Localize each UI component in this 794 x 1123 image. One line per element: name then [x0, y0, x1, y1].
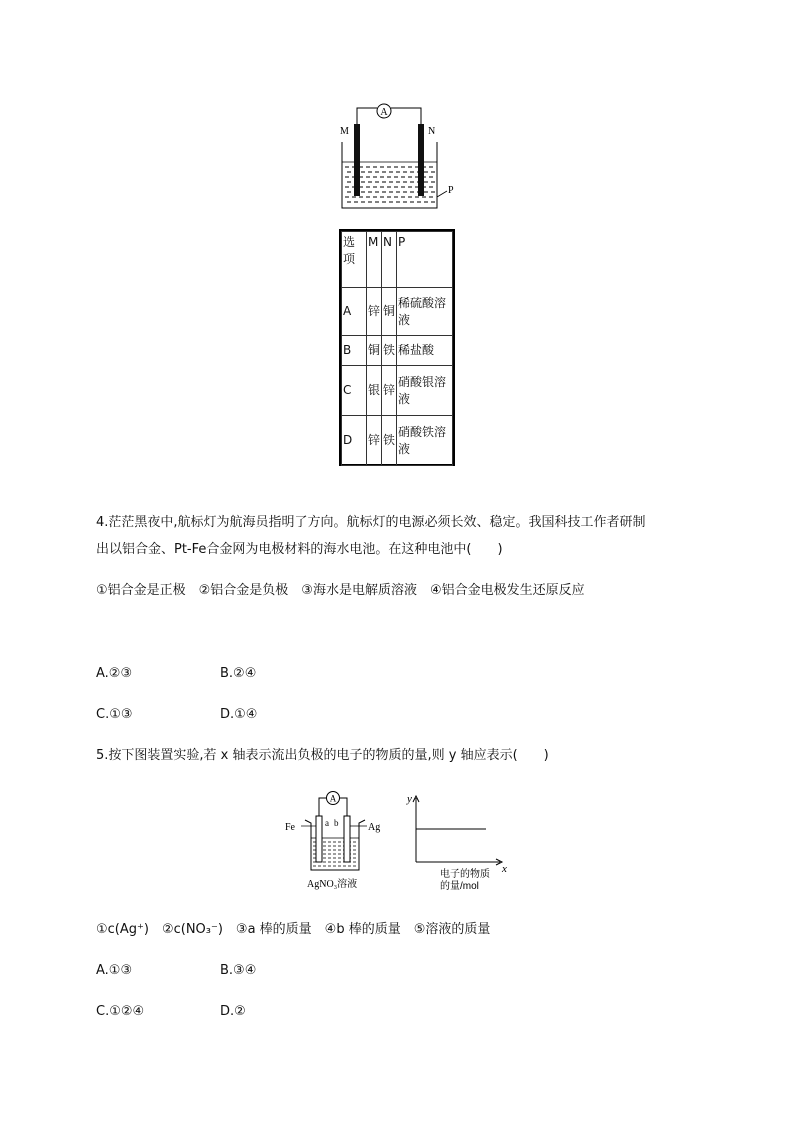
q4-statements: ①铝合金是正极 ②铝合金是负极 ③海水是电解质溶液 ④铝合金电极发生还原反应	[96, 583, 585, 598]
svg-text:N: N	[428, 126, 436, 137]
svg-text:a: a	[325, 818, 329, 828]
table-row: A 锌 铜 稀硫酸溶液	[342, 288, 453, 336]
table-row: C 银 锌 硝酸银溶液	[342, 366, 453, 416]
options-table-frame	[339, 229, 455, 466]
svg-text:x: x	[502, 863, 507, 875]
table-header-cell: M	[367, 232, 382, 288]
cell-diagram-2	[283, 786, 389, 894]
q5-option-b[interactable]: B.③④	[220, 963, 257, 978]
cell-diagram-1	[335, 100, 465, 215]
svg-text:AgNO₃溶液: AgNO₃溶液	[307, 879, 358, 890]
q5-option-c[interactable]: C.①②④	[96, 1004, 145, 1019]
table-header-cell: 选项	[342, 232, 367, 288]
q5-statements: ①c(Ag⁺) ②c(NO₃⁻) ③a 棒的质量 ④b 棒的质量 ⑤溶液的质量	[96, 922, 491, 937]
electrode-b	[344, 816, 350, 862]
svg-text:P: P	[448, 185, 454, 196]
table-row: B 铜 铁 稀盐酸	[342, 336, 453, 366]
svg-text:Fe: Fe	[285, 822, 295, 833]
svg-text:A: A	[380, 107, 388, 118]
svg-text:A: A	[329, 793, 337, 804]
svg-text:Ag: Ag	[368, 822, 381, 833]
options-table	[341, 231, 453, 466]
q4-option-a[interactable]: A.②③	[96, 666, 133, 681]
svg-text:y: y	[407, 793, 412, 805]
svg-text:M: M	[340, 126, 349, 137]
electrode-n	[418, 124, 424, 196]
q4-option-c[interactable]: C.①③	[96, 707, 133, 722]
table-header-cell: N	[382, 232, 397, 288]
q4-option-d[interactable]: D.①④	[220, 707, 258, 722]
q5-stem: 5.按下图装置实验,若 x 轴表示流出负极的电子的物质的量,则 y 轴应表示( )	[96, 748, 549, 763]
q5-option-a[interactable]: A.①③	[96, 963, 133, 978]
q5-option-d[interactable]: D.②	[220, 1004, 246, 1019]
y-vs-electron-graph	[402, 790, 514, 894]
table-row: D 锌 铁 硝酸铁溶液	[342, 416, 453, 466]
table-header-cell: P	[397, 232, 453, 288]
q4-stem-line2: 出以铝合金、Pt-Fe合金网为电极材料的海水电池。在这种电池中( )	[96, 542, 503, 557]
q4-option-b[interactable]: B.②④	[220, 666, 257, 681]
electrode-a	[316, 816, 322, 862]
svg-text:b: b	[334, 818, 339, 828]
svg-text:电子的物质: 电子的物质	[440, 869, 490, 880]
svg-text:的量/mol: 的量/mol	[440, 881, 479, 892]
q4-stem-line1: 4.茫茫黑夜中,航标灯为航海员指明了方向。航标灯的电源必须长效、稳定。我国科技工作者研制	[96, 515, 646, 530]
electrode-m	[354, 124, 360, 196]
